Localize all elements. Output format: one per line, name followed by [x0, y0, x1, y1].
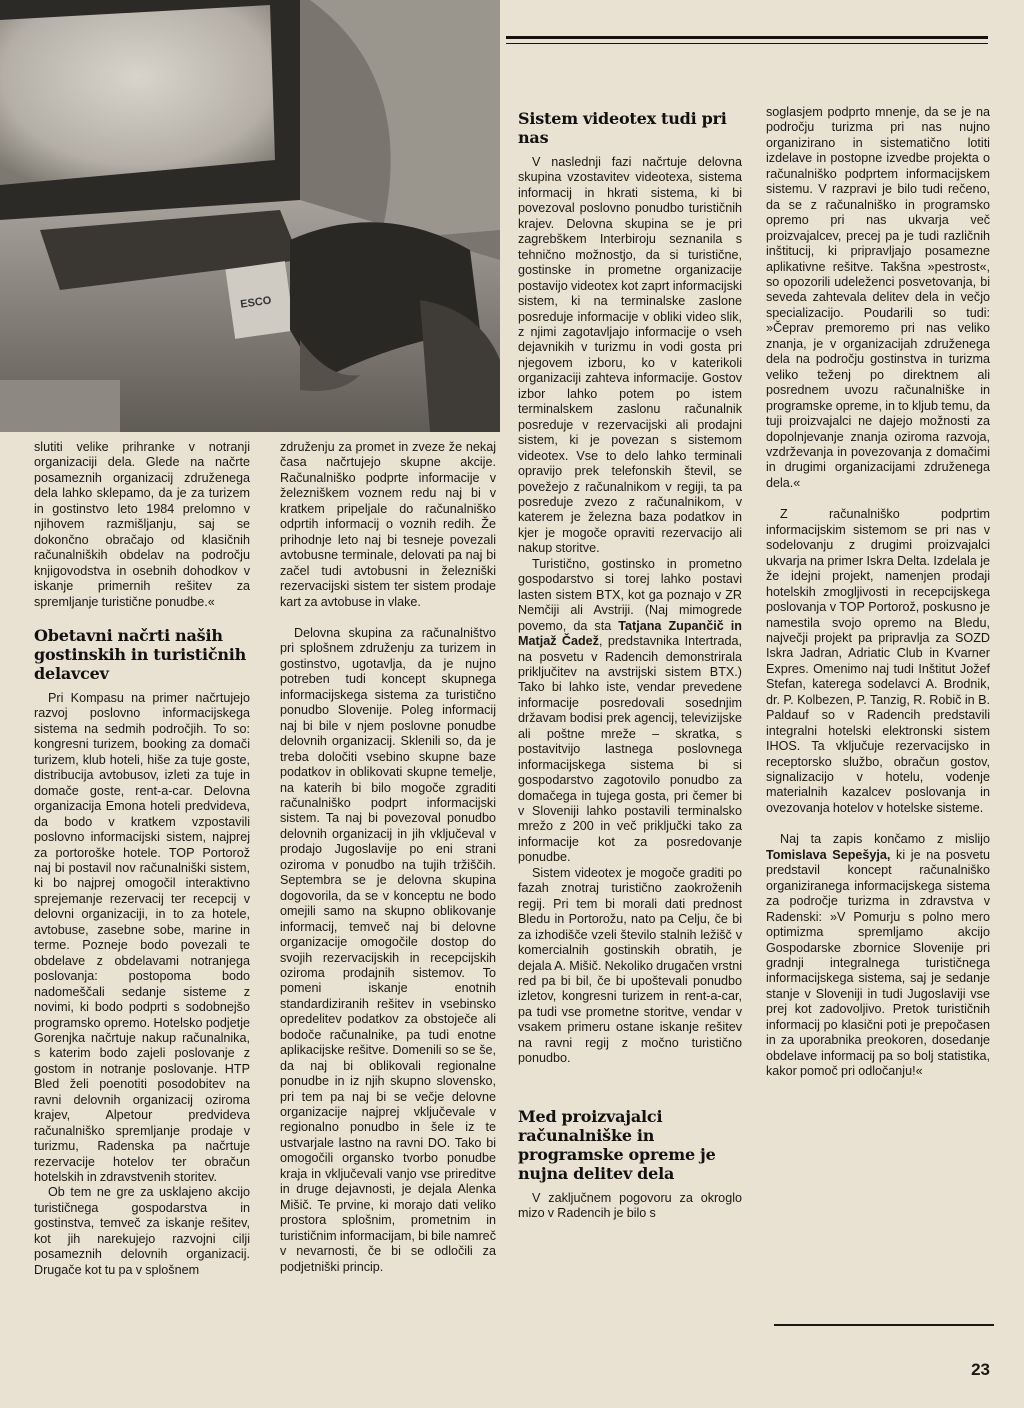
person-name: Tatjana Zupančič in Matjaž Čadež: [518, 618, 742, 649]
article-photo: [0, 0, 500, 432]
text-run: ki je na posvetu predstavil koncept računalniško organiziranega informacijskega sistema za področje turizma in zdravstva v Radenski: »V Pomurju s polno mero optimizma spremljamo akcijo Gospodarske zbornice Slovenije pri gradnji integralnega turističnega informacijskega sistema, saj je sedanje stanje v Sloveniji in tudi Jugoslaviji vse prej kot zadovoljivo. Pretok turističnih informacij po klasični poti je prepočasen in za uporabnika preokoren, dosedanje obdelave informacij pa so bolj statistika, kakor pomoč pri odločanju!«: [766, 847, 990, 1079]
paragraph: V zaključnem pogovoru za okroglo mizo v Radencih je bilo s: [518, 1190, 742, 1221]
paragraph: soglasjem podprto mnenje, da se je na področju turizma pri nas nujno organizirano in sistematično lotiti izdelave in postopne izvedbe projekta o računalniško podprtem informacijskem sistemu. V razpravi je bilo tudi rečeno, da se z računalniško in programsko opremo pri nas ukvarja več proizvajalcev, precej pa je tudi različnih inštitucij, ki pripravljajo posamezne aplikativne rešitve. Takšna »pestrost«, so opozorili udeleženci posvetovanja, bi seveda zahtevala delitev dela in večjo specializacijo. Poudarili so tudi: »Čeprav premoremo pri nas veliko znanja, je v organizacijah združenega dela na področju gostinstva in turizma veliko teženj po direktnem ali posrednem uvozu računalniške in programske opreme, in to kljub temu, da tuji proizvajalci ne dajejo možnosti za dopolnjevanje znanja oziroma razvoja, vzdrževanja in povezovanja z domačimi in drugimi organizacijami združenega dela.«: [766, 105, 990, 490]
paragraph: Z računalniško podprtim informacijskim sistemom se pri nas v sodelovanju z drugimi proizvajalci ukvarja na primer Iskra Delta. Izdelala je že idejni projekt, namenjen prodaji hotelskih zmogljivosti in recepcijskega poslovanja v TOP Portorož, poskusno je namestila svojo opremo na Bledu, največji projekt pa pripravlja za SOZD Iskra Jadran, Adriatic Club in Kvarner Expres. Omenimo naj tudi Inštitut Jožef Stefan, katerega sodelavci A. Brodnik, dr. P. Kolbezen, P. Tanzig, R. Robič in B. Paldauf so v Radencih predstavili integralni hotelski elektronski sistem IHOS. Ta vključuje rezervacijsko in receptorsko službo, obračun gostov, signalizacijo v hotelu, vodenje materialnih kazalcev poslovanja in ovezovanja hotelov v hotelske sisteme.: [766, 507, 990, 815]
bottom-rule: [774, 1324, 994, 1326]
paragraph: slutiti velike prihranke v notranji organizaciji dela. Glede na načrte posameznih organizacij združenega dela lahko sklepamo, da je za turizem in gostinstvo leto 1984 prelomno v njihovem razmišljanju, saj se dokončno obračajo od klasičnih računalniških obdelav na področju knjigovodstva in osebnih dohodkov v iskanje primernih rešitev za spremljanje turistične ponudbe.«: [34, 440, 250, 609]
paragraph: Sistem videotex je mogoče graditi po fazah znotraj turistično zaokroženih regij. Pri tem bi morali dati prednost Bledu in Portorožu, nato pa Celju, če bi za izhodišče vzeli število stalnih ležišč v komercialnih gostinskih obratih, je dejala A. Mišič. Nekoliko drugačen vrstni red pa bi bil, če bi upoštevali ponudbo izletov, kongresni turizem in rent-a-car, pa tudi vse prometne storitve, vendar v vsakem primeru ostane iskanje rešitev na ravni regij z močno turistično ponudbo.: [518, 865, 742, 1066]
section-heading: Obetavni načrti naših gostinskih in turističnih delavcev: [34, 625, 247, 683]
column-3: [518, 105, 742, 1222]
column-2: [280, 440, 496, 1275]
column-1: [34, 440, 250, 1278]
paragraph: Delovna skupina za računalništvo pri splošnem združenju za turizem in gostinstvo, ugotavlja, da je nujno potreben tudi koncept skupnega informacijskega sistema za turistično ponudbo Slovenije. Poleg informacij naj bi bile v njem poslovne ponudbe delovnih organizacij. Sklenili so, da je treba določiti vsebino skupne baze podatkov in oblikovati skupne temelje, na katerih bi bilo mogoče zgraditi računalniško podprt informacijski sistem. Ta naj bi povezoval ponudbo delovnih organizacij in jih vključeval v prodajo Jugoslavije po eni strani oziroma v ponudbo na tujih tržiščih. Septembra se je delovna skupina dogovorila, da se v konceptu ne bodo omejili samo na skupno oblikovanje informacij, temveč naj bi delovne organizacije omogočile dostop do svojih rezervacijskih in recepcijskih oziroma prodajnih sistemov. To pomeni iskanje enotnih standardiziranih rešitev in vsebinsko opredelitev podatkov za obstoječe ali bodoče računalnike, pa tudi enotne aplikacijske rešitve. Domenili so se še, da naj bi oblikovali regionalne ponudbe in iz njih skupno slovensko, pri tem pa naj bi se večje delovne organizacije najprej vključevale v regionalno ponudbo in šele iz te ustvarjale lastno na ravni DO. Tako bi omogočili organsko tvorbo ponudbe kraja in vključevali vanjo vse prireditve in druge dejavnosti, je dejala Alenka Mišič. Te prvine, ki morajo dati veliko prostora splošnim, prometnim in turističnim informacijam, bi bile namreč v nevarnosti, če bi se odločili za podjetniški princip.: [280, 625, 496, 1274]
column-4: [766, 105, 990, 1080]
paragraph: Ob tem ne gre za usklajeno akcijo turističnega gospodarstva in gostinstva, temveč za iskanje rešitev, kot jih narekujejo razvojni cilji posameznih delovnih organizacij. Drugače kot tu pa v splošnem: [34, 1185, 250, 1277]
person-name: Tomislava Sepešyja,: [766, 847, 891, 862]
page-number: 23: [971, 1360, 990, 1379]
esco-label: ESCO: [239, 294, 273, 311]
top-rule-thin: [506, 43, 988, 44]
section-heading: Sistem videotex tudi pri nas: [518, 109, 727, 147]
section-heading: Med proizvajalci računalniške in programske opreme je nujna delitev dela: [518, 1106, 716, 1183]
computer-terminal-photo: [0, 0, 500, 432]
paragraph: [518, 557, 742, 866]
text-run: , predstavnika Intertrada, na posvetu v Radencih demonstrirala priključitev na avstrijski sistem BTX.) Tako bi lahko iste, vendar prevedene informacije posredovali sosednjim državam bodisi prek agencij, televizijske ali poštne mreže – skratka, s postavitvijo lastnega poslovnega informacijskega sistema bi si gospodarstvo zagotovilo ponudbo za domačega in tujega gosta, pri čemer bi v Sloveniji lahko postavili terminalsko mrežo z 200 in več priključki tako za informacije kot za posredovanje ponudbe.: [518, 634, 742, 865]
paragraph: [766, 832, 990, 1079]
paragraph: Pri Kompasu na primer načrtujejo razvoj poslovno informacijskega sistema na sedmih področjih. To so: kongresni turizem, booking za domači turizem, klub hoteli, hiše za tuje goste, distribucija avtobusov, izleti za tuje in domače goste, rent-a-car. Delovna organizacija Emona hoteli predvideva, da bodo v kratkem vzpostavili poslovno informacijski sistem, najprej za portoroške hotele. TOP Portorož naj bi postavil nov računalniški sistem, ki bo najprej omogočil interaktivno sprejemanje rezervacij ter recepcij v delovni organizaciji, in to za hotele, avtobuse, zasebne sobe, marine in terme. Pozneje bodo povezali te obdelave z obdelavami notranjega poslovanja: postopoma bodo nadomeščali sedanje sisteme z novimi, ki bodo podprti s sodobnejšo programsko opremo. Hotelsko podjetje Gorenjka načrtuje nakup računalnika, s katerim bodo zajeli poslovanje z gostom in notranje poslovanje. HTP Bled želi poenotiti posodobitev na ravni delovnih organizacij oziroma krajev, Alpetour predvideva računalniško spremljanje prodaje v turizmu, Radenska pa načrtuje rezervacije hotelov ter obračun hotelskih in zdravstvenih storitev.: [34, 690, 250, 1185]
text-run: Naj ta zapis končamo z mislijo: [780, 832, 990, 847]
paragraph: združenju za promet in zveze že nekaj časa načrtujejo skupne akcije. Računalniško podprte informacije v železniškem voznem redu naj bi v kratkem pripeljale do računalniško odprtih informacij o voznih redih. Že prihodnje leto naj bi tesneje povezali avtobusne terminale, delovati pa naj bi začel tudi avtobusni in železniški rezervacijski sistem ter sistem prodaje kart za avtobuse in vlake.: [280, 440, 496, 609]
paragraph: V naslednji fazi načrtuje delovna skupina vzostavitev videotexa, sistema informacij in hkrati sistema, ki bi povezoval poslovno ponudbo turističnih krajev. Delovna skupina se je pri zagrebškem Interbiroju seznanila s tehnično možnostjo, da si turistične, gostinske in prometne organizacije postavijo videotex kot zaprt informacijski sistem, ki na terminalske zaslone posreduje informacije v obliki video slik, z njimi zagotavljajo informacije o vseh dejavnikih v turizmu in vodi gosta pri njegovem izboru, ko v katerikoli organizaciji zahteva informacije. Gostov izbor lahko potem po istem terminalskem zaslonu računalnik posreduje v rezervacijski ali prodajni sistem, ki je povezan s sistemom videotex. Vse to delo lahko terminali opravijo prek telefonskih števil, se povežejo z računalnikom v regiji, ta pa posreduje zvezo z računalnikom, v katerem je železna baza podatkov in kjer je mogoče opraviti rezervacijo ali nakup storitve.: [518, 155, 742, 556]
top-rule: [506, 36, 988, 39]
text-run: Turistično, gostinsko in prometno gospodarstvo si torej lahko postavi lasten sistem BTX, kot ga poznajo v ZR Nemčiji ali Avstriji. (Naj mimogrede povemo, da sta: [518, 556, 742, 633]
